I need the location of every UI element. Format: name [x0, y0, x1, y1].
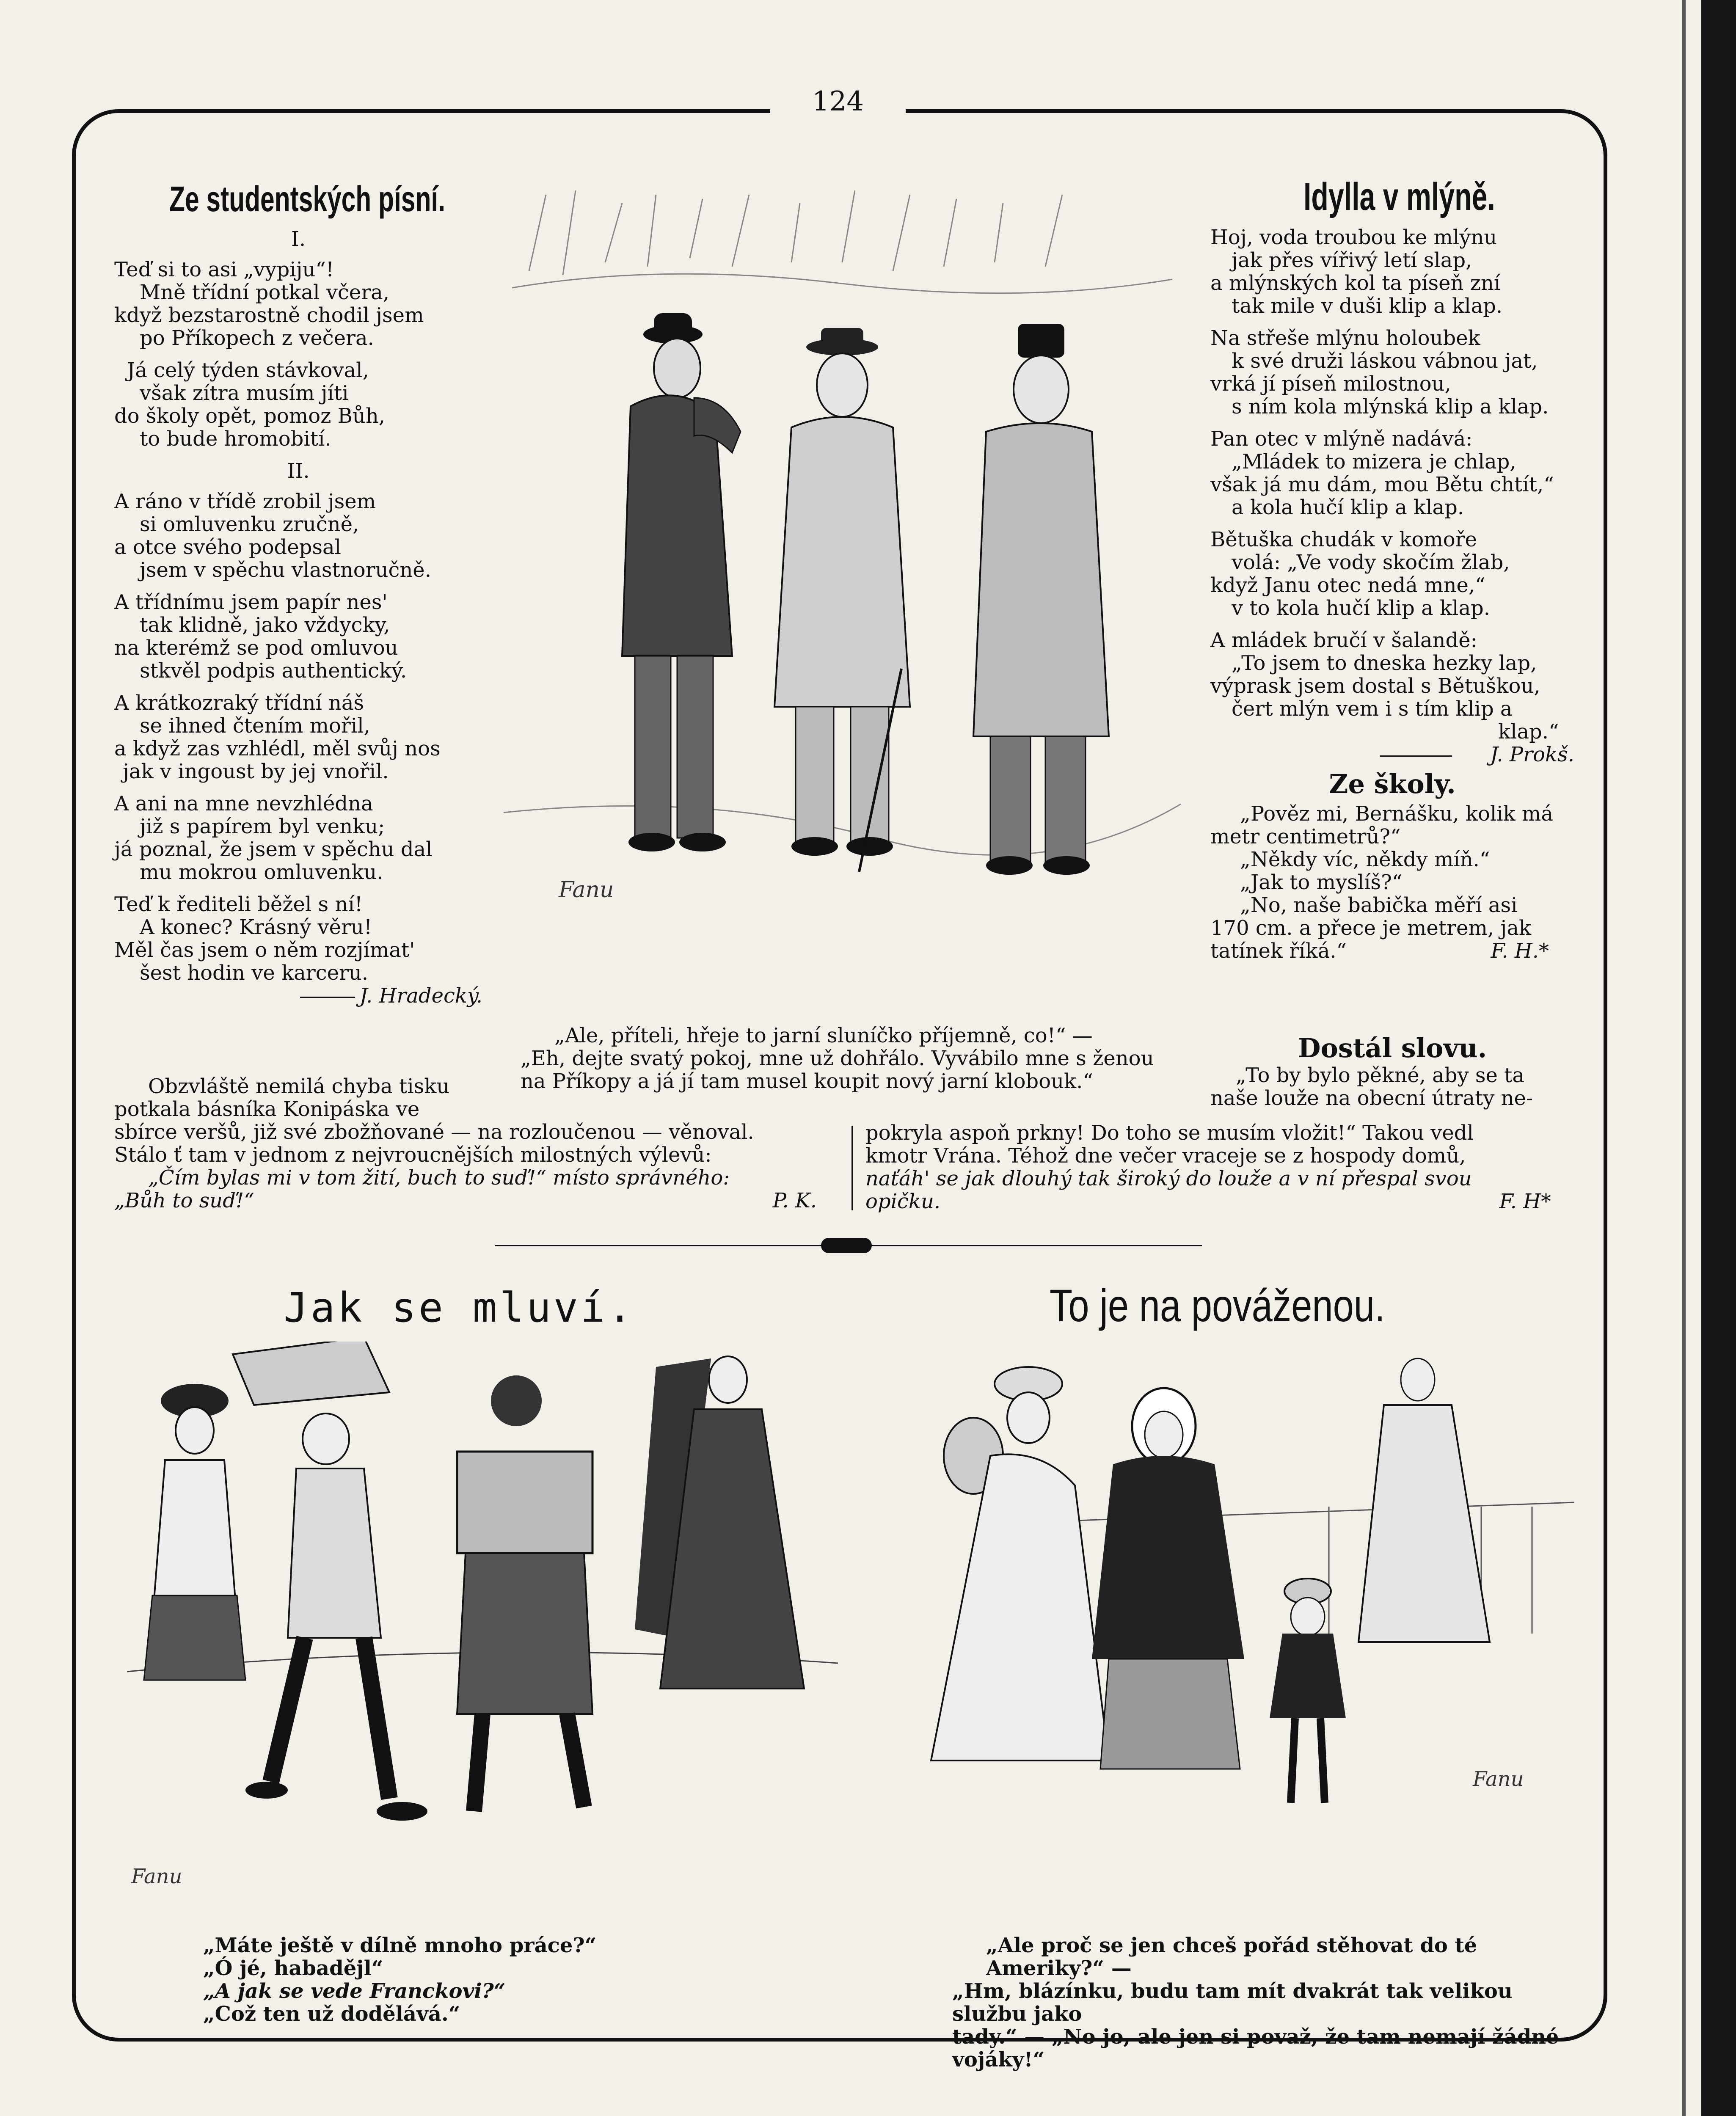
text-line: „To by bylo pěkné, aby se ta: [1236, 1064, 1525, 1087]
poem-line: a kola hučí klip a klap.: [1232, 496, 1464, 519]
poem-line: „Mládek to mizera je chlap,: [1232, 450, 1516, 474]
artist-signature: Fanu: [559, 877, 614, 903]
section-numeral: I.: [291, 227, 306, 251]
caption-line: „Ale, příteli, hřeje to jarní sluníčko příjemně, co!“ —: [554, 1024, 1093, 1047]
poem-stanza: [1210, 528, 1574, 620]
text-line: opičku.: [865, 1190, 941, 1213]
misprint-paragraph: [114, 1075, 842, 1212]
poem-line: Teď k řediteli běžel s ní!: [114, 893, 363, 916]
poem-stanza: [1210, 629, 1574, 743]
caption-line: na Příkopy a já jí tam musel koupit nový jarní klobouk.“: [521, 1069, 1093, 1093]
street-scene-illustration: [127, 1342, 838, 1917]
poem-line: Já celý týden stávkoval,: [127, 358, 369, 382]
signature-text: F. H*: [1499, 1190, 1551, 1213]
text-line: „Někdy víc, někdy míň.“: [1240, 848, 1490, 871]
artist-signature: Fanu: [131, 1865, 182, 1888]
continued-paragraph: [865, 1121, 1576, 1213]
section-title: Ze školy.: [1329, 769, 1456, 799]
caption-line: „Hm, blázínku, budu tam mít dvakrát tak velikou službu jako: [952, 1979, 1513, 2026]
mother-child-illustration: [889, 1346, 1574, 1904]
poem-line: stkvěl podpis authentický.: [140, 659, 407, 683]
dark-scan-edge: [1701, 0, 1736, 2116]
signature-text: F. H.*: [1491, 939, 1549, 963]
caption-line: vojáky!“: [952, 2048, 1045, 2072]
text-line: potkala básníka Konipáska ve: [114, 1097, 420, 1121]
poem-line: k své druži láskou vábnou jat,: [1232, 349, 1538, 373]
poem-line: tak klidně, jako vždycky,: [140, 613, 390, 637]
cartoon-title: To je na pováženou.: [1050, 1280, 1385, 1331]
poem-line: Pan otec v mlýně nadává:: [1210, 427, 1473, 451]
poem-stanza: [114, 692, 482, 783]
column-divider: [851, 1126, 853, 1210]
text-line-with-signature: [1210, 940, 1574, 962]
artist-signature: Fanu: [1473, 1767, 1524, 1791]
section-title-block: [1210, 1033, 1574, 1110]
text-line: „Čím bylas mi v tom žití, buch to suď!“ místo správného:: [148, 1166, 730, 1190]
text-line: naťáh' se jak dlouhý tak široký do louže a v ní přespal svou: [865, 1167, 1472, 1190]
caption-line: „Ó jé, habadějl“: [203, 1956, 383, 1980]
text-line: sbírce veršů, již své zbožňované — na rozloučenou — věnoval.: [114, 1120, 754, 1144]
poem-line: Hoj, voda troubou ke mlýnu: [1210, 226, 1497, 249]
poem-line: s ním kola mlýnská klip a klap.: [1232, 395, 1549, 419]
signature-text: P. K.: [772, 1189, 817, 1212]
cartoon-caption: [952, 1934, 1587, 2071]
poem-line: po Příkopech z večera.: [140, 326, 374, 350]
poem-line: klap.“: [1498, 720, 1559, 744]
poem-stanza: [1210, 427, 1574, 519]
left-column: [114, 178, 482, 1020]
poem-line: tak mile v duši klip a klap.: [1232, 294, 1503, 318]
caption-line: „Ale proč se jen chceš pořád stěhovat do té Ameriky?“ —: [986, 1934, 1477, 1980]
poem-line: volá: „Ve vody skočím žlab,: [1232, 551, 1510, 574]
illustration-caption: [521, 1024, 1198, 1093]
poem-line: do školy opět, pomoz Bůh,: [114, 404, 386, 428]
poem-line: Teď si to asi „vypiju“!: [114, 258, 334, 281]
poem-line: si omluvenku zručně,: [140, 512, 359, 536]
poem-line: však já mu dám, mou Bětu chtít,“: [1210, 473, 1554, 496]
poem-line: v to kola hučí klip a klap.: [1232, 596, 1491, 620]
poem-line: když bezstarostně chodil jsem: [114, 303, 424, 327]
cartoon-caption: [203, 1934, 796, 2025]
section-title: Dostál slovu.: [1298, 1033, 1487, 1064]
section-numeral: II.: [287, 459, 310, 483]
caption-line: „Eh, dejte svatý pokoj, mne už dohřálo. Vyvábilo mne s ženou: [521, 1047, 1154, 1070]
article-title: Idylla v mlýně.: [1303, 175, 1495, 218]
poem-line: A ani na mne nevzhlédna: [114, 792, 373, 816]
poem-line: „To jsem to dneska hezky lap,: [1232, 651, 1537, 675]
poem-line: když Janu otec nedá mne,“: [1210, 573, 1485, 597]
poem-stanza: [114, 258, 482, 350]
poem-stanza: [114, 591, 482, 682]
poem-line: Měl čas jsem o něm rozjímat': [114, 938, 415, 962]
three-men-illustration: [495, 178, 1189, 931]
text-line: 170 cm. a přece je metrem, jak: [1210, 916, 1532, 940]
poem-stanza: [114, 490, 482, 581]
poem-line: A ráno v třídě zrobil jsem: [114, 490, 376, 513]
page-number: 124: [770, 80, 906, 123]
poem-stanza: [1210, 327, 1574, 418]
page-edge-line: [1682, 0, 1686, 2116]
text-line: naše louže na obecní útraty ne-: [1210, 1086, 1533, 1110]
text-line: Stálo ť tam v jednom z nejvroucnějších milostných výlevů:: [114, 1143, 712, 1167]
poem-line: to bude hromobití.: [140, 427, 331, 451]
text-line: kmotr Vrána. Téhož dne večer vraceje se z hospody domů,: [865, 1144, 1466, 1168]
poem-line: Na střeše mlýnu holoubek: [1210, 326, 1480, 350]
poem-line: a mlýnských kol ta píseň zní: [1210, 271, 1501, 295]
poem-line: již s papírem byl venku;: [140, 815, 385, 838]
poem-line: Bětuška chudák v komoře: [1210, 528, 1477, 551]
text-line: pokryla aspoň prkny! Do toho se musím vložit!“ Takou vedl: [865, 1121, 1474, 1145]
signature-text: J. Prokš.: [1490, 743, 1574, 766]
poem-line: vrká jí píseň milostnou,: [1210, 372, 1451, 396]
poem-line: a otce svého podepsal: [114, 535, 341, 559]
caption-line: „Což ten už dodělává.“: [203, 2002, 460, 2026]
author-signature: [114, 984, 482, 1007]
text-line: Obzvláště nemilá chyba tisku: [148, 1075, 450, 1098]
poem-line: mu mokrou omluvenku.: [140, 860, 383, 884]
text-line: „Pověz mi, Bernášku, kolik má: [1240, 802, 1554, 826]
text-line: tatínek říká.“: [1210, 939, 1347, 963]
poem-line: já poznal, že jsem v spěchu dal: [114, 838, 433, 861]
poem-line: jsem v spěchu vlastnoručně.: [140, 558, 431, 582]
poem-stanza: [114, 359, 482, 450]
poem-line: na kterémž se pod omluvou: [114, 636, 398, 660]
poem-line: Mně třídní potkal včera,: [140, 281, 390, 304]
text-line: metr centimetrů?“: [1210, 825, 1401, 849]
author-signature: [1210, 743, 1574, 766]
caption-line: „A jak se vede Franckovi?“: [203, 1979, 506, 2003]
poem-stanza: [1210, 226, 1574, 317]
poem-stanza: [114, 792, 482, 884]
signature-text: J. Hradecký.: [359, 984, 482, 1008]
poem-line: a když zas vzhlédl, měl svůj nos: [114, 737, 441, 760]
poem-line: šest hodin ve karceru.: [140, 961, 369, 985]
poem-line: A třídnímu jsem papír nes': [114, 590, 388, 614]
poem-line: A konec? Krásný věru!: [140, 915, 372, 939]
poem-stanza: [114, 893, 482, 984]
right-column: [1210, 174, 1574, 962]
text-line-with-signature: [114, 1189, 842, 1212]
poem-line: jak přes vířivý letí slap,: [1232, 248, 1472, 272]
poem-line: čert mlýn vem i s tím klip a: [1232, 697, 1513, 721]
poem-line: se ihned čtením mořil,: [140, 714, 370, 738]
caption-line: „Máte ještě v dílně mnoho práce?“: [203, 1934, 597, 1957]
text-line: „Jak to myslíš?“: [1240, 871, 1403, 894]
text-line: „Bůh to suď!“: [114, 1189, 254, 1212]
text-line-with-signature: [865, 1190, 1576, 1213]
poem-line: A mládek bručí v šalandě:: [1210, 628, 1477, 652]
cartoon-title: Jak se mluví.: [284, 1284, 635, 1331]
poem-line: A krátkozraký třídní náš: [114, 691, 364, 715]
poem-line: výprask jsem dostal s Bětuškou,: [1210, 674, 1540, 698]
article-title: Ze studentských písní.: [169, 179, 445, 219]
caption-line: tady.“ — „No jo, ale jen si považ, že tam nemají žádné: [952, 2025, 1559, 2049]
poem-line: však zítra musím jíti: [140, 381, 349, 405]
rule-ornament: [821, 1238, 872, 1253]
text-line: „No, naše babička měří asi: [1240, 893, 1518, 917]
poem-line: jak v ingoust by jej vnořil.: [123, 760, 389, 783]
